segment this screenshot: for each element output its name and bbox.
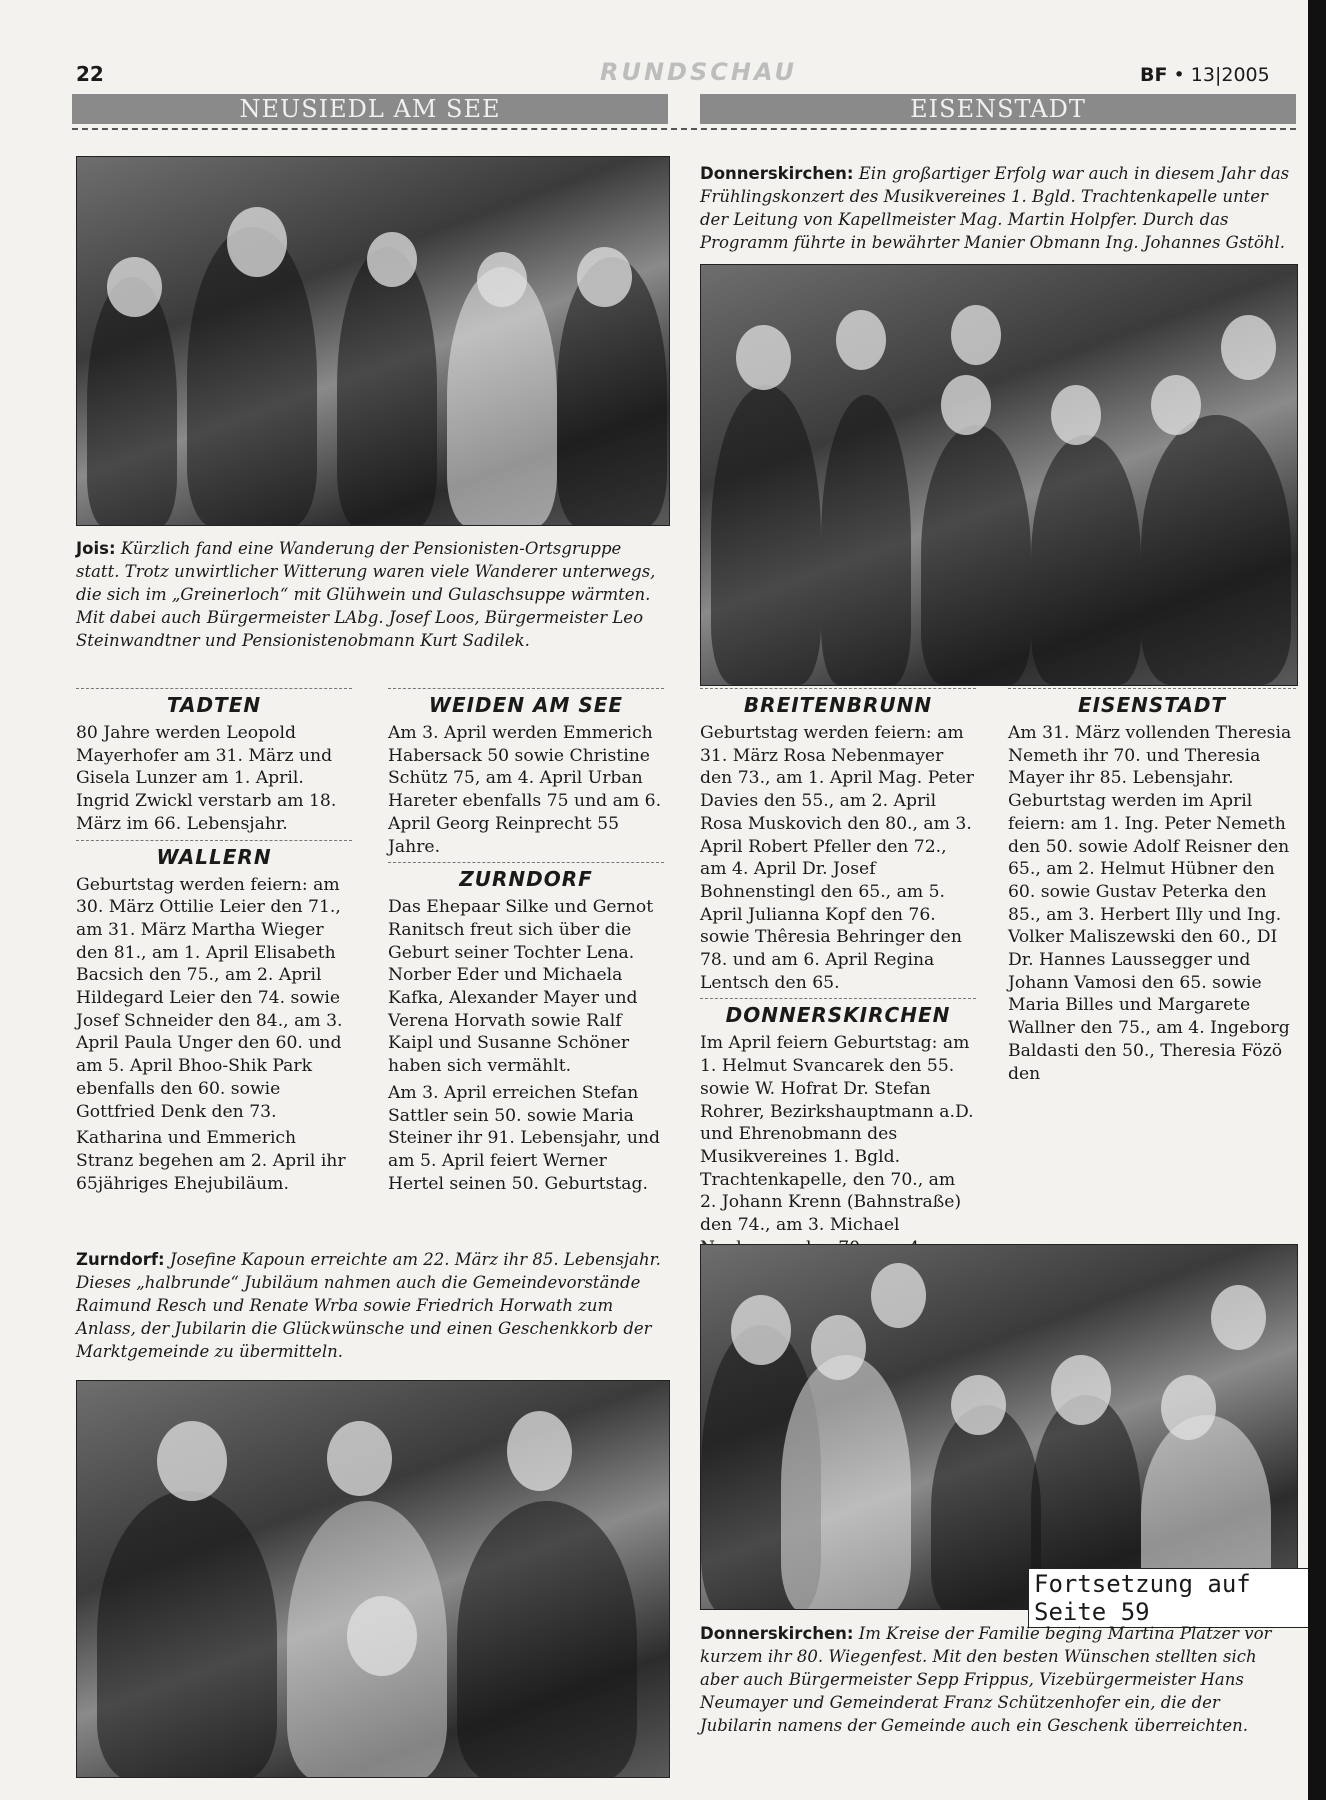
text-donnerskirchen: Im April feiern Geburtstag: am 1. Helmut Svancarek den 55. sowie W. Hofrat Dr. Stefan Rohrer, Bezirkshauptmann a.D. und Ehrenobmann des Musikvereines 1. Bgld. Trachtenkapelle, den 70., am 2. Johann Krenn (Bahnstraße) den 74., am 3. Michael	[700, 1033, 974, 1236]
issue-brand: BF	[1140, 64, 1168, 86]
photo-jois-hikers	[76, 156, 670, 526]
text-wallern: Geburtstag werden feiern: am 30. März Ottilie Leier den 71., am 31. März Martha Wieger den 81., am 1. April Elisabeth Bacsich den 75., am 2. April Hildegard Leier den 74. sowie Josef Schneider den 84., am 3. April Paula Unger den 60. und am 5. April Bhoo-Shik Park ebenfalls den 60. sowie Gottfried Denk den 73.	[76, 874, 343, 1122]
photo-donnerskirchen-birthday	[700, 1244, 1298, 1610]
heading-breitenbrunn: BREITENBRUNN	[700, 688, 976, 717]
photo-zurndorf-jubilarin	[76, 1380, 670, 1778]
column-2	[388, 688, 664, 1199]
issue-number: 13|2005	[1190, 64, 1270, 86]
text-zurndorf-2: Am 3. April erreichen Stefan Sattler sein 50. sowie Maria Steiner ihr 91. Lebensjahr, und am 5. April feiert Werner Hertel seinen 50. Geburtstag.	[388, 1082, 661, 1194]
text-wallern-2: Katharina und Emmerich Stranz begehen am 2. April ihr 65jähriges Ehejubiläum.	[76, 1128, 346, 1194]
column-1	[76, 688, 352, 1199]
text-weiden: Am 3. April werden Emmerich Habersack 50 sowie Christine Schütz 75, am 4. April Urban Hareter ebenfalls 75 und am 6. April Georg Reinprecht 55 Jahre.	[388, 723, 662, 857]
column-3	[700, 688, 976, 1309]
section-bar-neusiedl: NEUSIEDL AM SEE	[72, 94, 668, 124]
column-4	[1008, 688, 1296, 1089]
caption-jois-lead: Jois:	[76, 539, 116, 558]
caption-donnerskirchen-concert-text: Ein großartiger Erfolg war auch in diesem Jahr das Frühlingskonzert des Musikvereines 1. Bgld. Trachtenkapelle unter der Leitung von Kapellmeister Mag. Martin Holpfer. Durch das Programm führte in bewährter Manier Obmann Ing. Johannes Gstöhl.	[700, 164, 1290, 252]
caption-jois-text: Kürzlich fand eine Wanderung der Pensionisten-Ortsgruppe statt. Trotz unwirtlicher Witterung waren viele Wanderer unterwegs, die sich im „Greinerloch“ mit Glühwein und Gulaschsuppe wärmten. Mit dabei auch Bürgermeister LAbg. Josef Loos, Bürgermeister Leo Steinwandtner und Pensionistenobmann Kurt Sadilek.	[76, 539, 656, 650]
caption-donnerskirchen-concert-lead: Donnerskirchen:	[700, 164, 854, 183]
section-bar-eisenstadt: EISENSTADT	[700, 94, 1296, 124]
heading-weiden: WEIDEN AM SEE	[388, 688, 664, 717]
issue-separator: •	[1173, 64, 1185, 86]
text-eisenstadt: Am 31. März vollenden Theresia Nemeth ihr 70. und Theresia Mayer ihr 85. Lebensjahr. Geburtstag werden im April feiern: am 1. Ing. Peter Nemeth den 50. sowie Adolf Reisner den 65., am 2. Helmut Hübner den 60. sowie Gustav Peterka den 85., am 3. Herbert Illy und Ing. Volker Maliszewski den 60., DI Dr. Hannes Laussegger und Johann Vamosi den 65. sowie Maria Billes und Margarete Wallner den 75., am 4. Ingeborg Baldasti den 50., Theresia Fözö den	[1008, 723, 1292, 1084]
caption-donnerskirchen-concert	[700, 162, 1296, 254]
caption-zurndorf	[76, 1248, 668, 1363]
photo-trachtenkapelle	[700, 264, 1298, 686]
heading-zurndorf: ZURNDORF	[388, 862, 664, 891]
text-tadten: 80 Jahre werden Leopold Mayerhofer am 31. März und Gisela Lunzer am 1. April. Ingrid Zwickl verstarb am 18. März im 66. Lebensjahr.	[76, 723, 337, 834]
caption-zurndorf-text: Josefine Kapoun erreichte am 22. März ihr 85. Lebensjahr. Dieses „halbrunde“ Jubiläum nahmen auch die Gemeindevorstände Raimund Resch und Renate Wrba sowie Friedrich Horwath zum Anlass, der Jubilarin die Glückwünsche und einen Geschenkkorb der Marktgemeinde zu übermitteln.	[76, 1250, 661, 1361]
caption-zurndorf-lead: Zurndorf:	[76, 1250, 165, 1269]
caption-donnerskirchen-birthday-text: Im Kreise der Familie beging Martina Platzer vor kurzem ihr 80. Wiegenfest. Mit den besten Wünschen stellten sich aber auch Bürgermeister Sepp Frippus, Vizebürgermeister Hans Neumayer und Gemeinderat Franz Schützenhofer ein, die der Jubilarin namens der Gemeinde auch ein Geschenk überreichten.	[700, 1624, 1272, 1735]
page-number: 22	[76, 62, 104, 86]
section-divider	[72, 128, 1296, 130]
caption-donnerskirchen-birthday-lead: Donnerskirchen:	[700, 1624, 854, 1643]
continuation-badge: Fortsetzung auf Seite 59	[1028, 1568, 1326, 1628]
scan-edge	[1308, 0, 1326, 1800]
heading-tadten: TADTEN	[76, 688, 352, 717]
heading-wallern: WALLERN	[76, 840, 352, 869]
caption-jois	[76, 537, 668, 652]
text-breitenbrunn: Geburtstag werden feiern: am 31. März Rosa Nebenmayer den 73., am 1. April Mag. Peter Davies den 55., am 2. April Rosa Muskovich den 80., am 3. April Robert Pfeller den 72., am 4. April Dr. Josef Bohnenstingl den 65., am 5. April Julianna Kopf den 76. sowie Thêresia Behringer den 78. und am 6. April Regina Lentsch den 65.	[700, 723, 974, 993]
text-zurndorf: Das Ehepaar Silke und Gernot Ranitsch freut sich über die Geburt seiner Tochter Lena. Norber Eder und Michaela Kafka, Alexander Mayer und Verena Horvath sowie Ralf Kaipl und Susanne Schöner haben sich vermählt.	[388, 897, 654, 1077]
heading-eisenstadt: EISENSTADT	[1008, 688, 1296, 717]
caption-donnerskirchen-birthday	[700, 1622, 1296, 1737]
heading-donnerskirchen: DONNERSKIRCHEN	[700, 998, 976, 1027]
magazine-title: RUNDSCHAU	[600, 58, 797, 86]
issue-label	[1140, 64, 1270, 86]
